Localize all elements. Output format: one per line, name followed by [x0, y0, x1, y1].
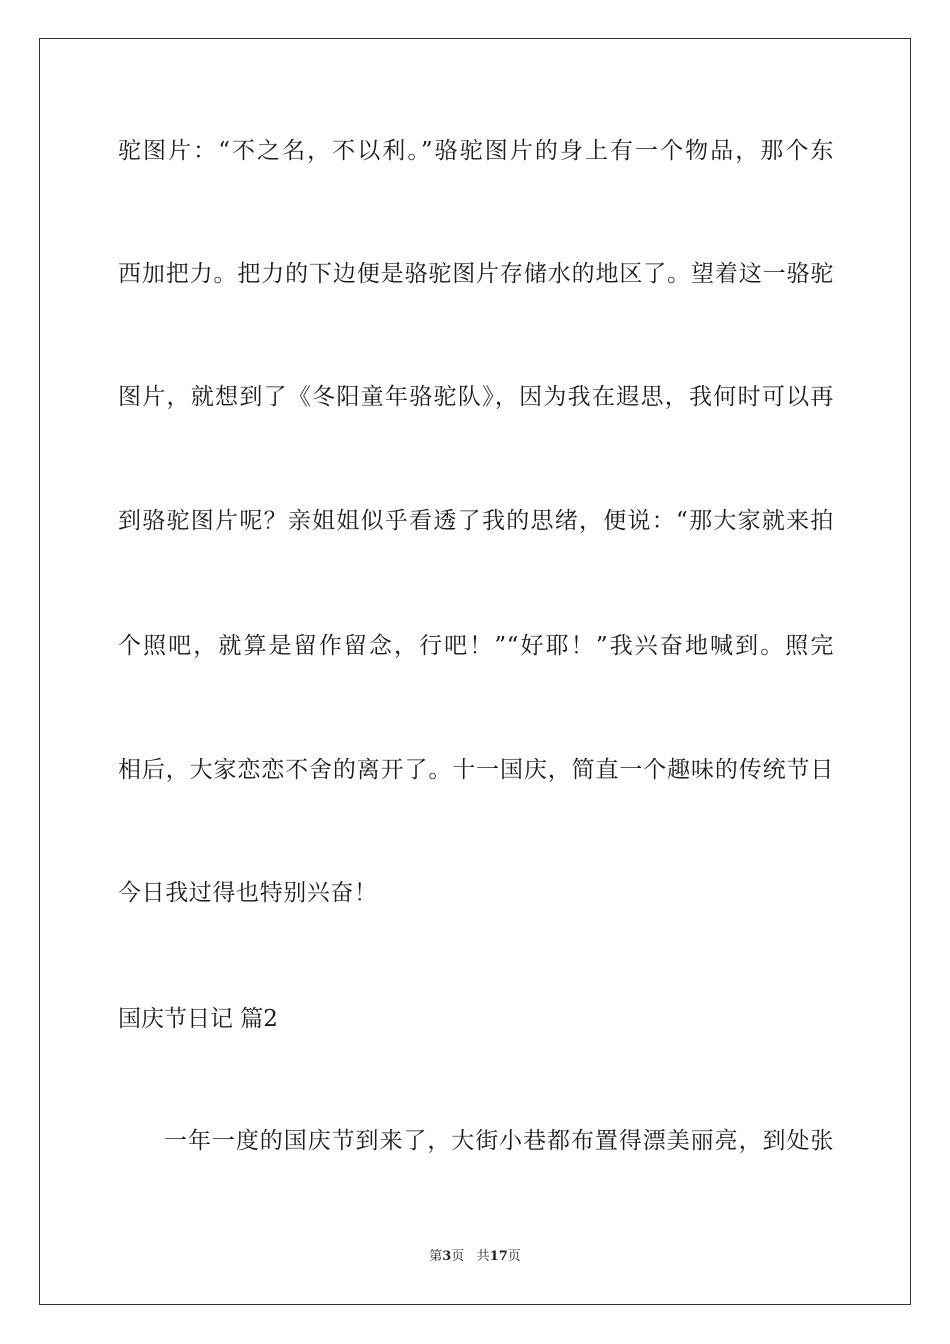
page-footer — [0, 1248, 950, 1266]
body-text-line: 今日我过得也特别兴奋！ — [118, 880, 378, 906]
body-text-line: 驼图片：“不之名，不以利。”骆驼图片的身上有一个物品，那个东 — [118, 138, 834, 164]
body-text-line: 一年一度的国庆节到来了，大街小巷都布置得漂美丽亮，到处张 — [164, 1128, 834, 1154]
page-border — [39, 38, 911, 1305]
total-pages-prefix: 共 — [476, 1249, 490, 1264]
total-pages: 17 — [489, 1249, 508, 1264]
section-heading: 国庆节日记 篇2 — [118, 1006, 278, 1032]
body-text-line: 个照吧，就算是留作留念，行吧！”“好耶！”我兴奋地喊到。照完 — [118, 633, 834, 659]
body-text-line: 相后，大家恋恋不舍的离开了。十一国庆，简直一个趣味的传统节日 — [118, 757, 834, 783]
total-pages-suffix: 页 — [507, 1249, 521, 1264]
page-number-suffix: 页 — [451, 1249, 465, 1264]
body-text-line: 到骆驼图片呢？亲姐姐似乎看透了我的思绪，便说：“那大家就来拍 — [118, 508, 834, 534]
body-text-line: 图片，就想到了《冬阳童年骆驼队》，因为我在遐思，我何时可以再 — [118, 384, 834, 410]
page-number: 3 — [442, 1249, 452, 1264]
page-number-prefix: 第 — [429, 1249, 443, 1264]
body-text-line: 西加把力。把力的下边便是骆驼图片存储水的地区了。望着这一骆驼 — [118, 261, 834, 287]
